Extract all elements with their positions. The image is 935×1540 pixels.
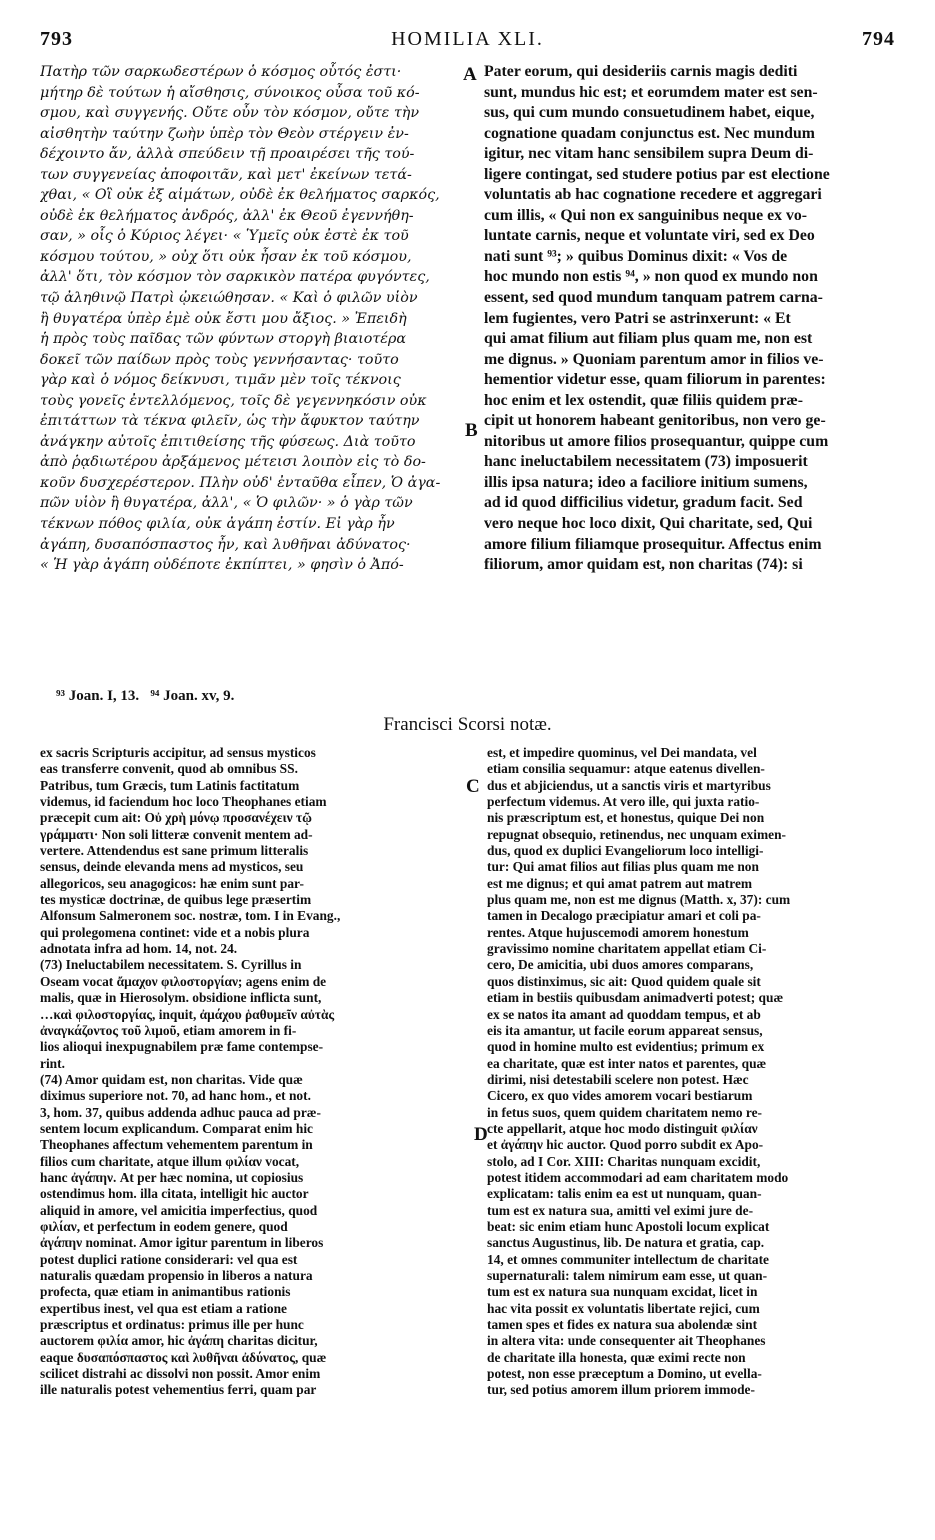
running-title: HOMILIA XLI. — [391, 28, 544, 50]
latin-text-column: Pater eorum, qui desideriis carnis magis dediti sunt, mundus hic est; et eorumdem mater est sen- sus, qui cum mundo consuetudinem habet, eique, cognatione quadam conjunctus est. Nec mundum igitur, nec vitam hanc sensibilem supra Deum di- ligere contingat, sed studere potius par est electione voluntatis ab hac cognatione recedere et aggregari cum illis, « Qui non ex sanguinibus neque ex vo- luntate carnis, neque et voluntate viri, sed ex Deo nati sunt ⁹³; » quibus Dominus dixit: « Vos de hoc mundo non estis ⁹⁴, » non quod ex mundo non essent, sed quod mundum tanquam patrem carna- lem fugientes, vero Patri se astrinxerunt: « Et qui amat filium aut filiam plus quam me, non est me dignus. » Quoniam parentum amor in filios ve- hementior videtur esse, quam filiorum in parentes: hoc enim et lex ostendit, quæ filiis quidem præ- cipit ut honorem habeant genitoribus, non vero ge- nitoribus ut amore filios prosequantur, quippe cum hanc ineluctabilem necessitatem (73) imposuerit illis ipsa natura; ideo a faciliore initium sumens, ad id quod difficilius videtur, gradum facit. Sed vero neque hoc loco dixit, Qui charitate, sed, Qui amore filium filiamque prosequitur. Affectus enim filiorum, amor quidam est, non charitas (74): si — [484, 63, 830, 574]
margin-letter-d: D — [474, 1124, 488, 1145]
margin-letter-c: C — [466, 776, 480, 797]
margin-letter-b: B — [465, 420, 478, 441]
page-number-left: 793 — [40, 28, 73, 50]
footnotes: ⁹³ Joan. I, 13. ⁹⁴ Joan. xv, 9. — [56, 688, 235, 704]
notes-heading: Francisci Scorsi notæ. — [383, 714, 552, 735]
notes-right-column: est, et impedire quominus, vel Dei mandata, vel etiam consilia sequamur: atque eatenus divellen- dus et abjiciendus, ut a sanctis viris et martyribus perfectum videmus. At vero ille, qui juxta ratio- nis præscriptum est, et honestus, quique Dei non repugnat obsequio, retinendus, nec unquam eximen- dus, quod ex duplici Evangeliorum loco intelligi- tur: Qui amat filios aut filias plus quam me non est me dignus; et qui amat patrem aut matrem plus quam me, non est me dignus (Matth. x, 37): cum tamen in Decalogo præcipiatur amari et coli pa- rentes. Atque hujuscemodi amorem honestum gravissimo nomine charitatem appellat etiam Ci- cero, De amicitia, ubi duos amores comparans, quos distinximus, sic ait: Quod quidem quale sit etiam in bestiis quibusdam animadverti potest; quæ ex se natos ita amant ad quoddam tempus, et ab eis ita amantur, ut facile eorum appareat sensus, quod in homine multo est evidentius; primum ex ea charitate, quæ est inter natos et parentes, quæ dirimi, nisi detestabili scelere non potest. Hæc Cicero, ex quo vides amorem vocari bestiarum in fetus suos, quem quidem charitatem nemo re- cte appellarit, atque hoc modo distinguit φιλίαν et ἀγάπην hic auctor. Quod porro subdit ex Apo- stolo, ad I Cor. XIII: Charitas nunquam excidit, potest itidem accommodari ad eam charitatem modo explicatam: talis enim ea est ut nunquam, quan- tum est ex natura sua, amitti vel eximi jure de- beat: sic enim etiam hunc Apostoli locum explicat sanctus Augustinus, lib. De natura et gratia, cap. 14, et omnes communiter intellectum de charitate supernaturali: talem nimirum eam esse, ut quan- tum est ex natura sua nunquam excidat, licet in hac vita possit ex voluntatis libertate rejici, cum tamen spes et fides ex natura sua abolendæ sint in altera vita: unde consequenter ait Theophanes de charitate illa honesta, quæ eximi recte non potest, non esse præceptum a Domino, ut evella- tur, sed potius amorem illum priorem immode- — [487, 745, 791, 1398]
page-number-right: 794 — [862, 28, 895, 50]
greek-text-column: Πατὴρ τῶν σαρκωδεστέρων ὁ κόσμος οὗτός ἐστι· μήτηρ δὲ τούτων ἡ αἴσθησις, σύνοικος οὖσα τοῦ κό- σμου, καὶ συγγενής. Οὔτε οὖν τὸν κόσμον, οὔτε τὴν αἰσθητὴν ταύτην ζωὴν ὑπὲρ τὸν Θεὸν στέργειν ἐν- δέχοιντο ἄν, ἀλλὰ σπεύδειν τῇ προαιρέσει τῆς τού- των συγγενείας ἀποφοιτᾶν, καὶ μετ' ἐκείνων τετά- χθαι, « Οἳ οὐκ ἐξ αἱμάτων, οὐδὲ ἐκ θελήματος σαρκός, οὐδὲ ἐκ θελήματος ἀνδρός, ἀλλ' ἐκ Θεοῦ ἐγεννήθη- σαν, » οἷς ὁ Κύριος λέγει· « Ὑμεῖς οὐκ ἐστὲ ἐκ τοῦ κόσμου τούτου, » οὐχ ὅτι οὐκ ἦσαν ἐκ τοῦ κόσμου, ἀλλ' ὅτι, τὸν κόσμον τὸν σαρκικὸν πατέρα φυγόντες, τῷ ἀληθινῷ Πατρὶ ᾠκειώθησαν. « Καὶ ὁ φιλῶν υἱὸν ἢ θυγατέρα ὑπὲρ ἐμὲ οὐκ ἔστι μου ἄξιος. » Ἐπειδὴ ἡ πρὸς τοὺς παῖδας τῶν φύντων στοργὴ βιαιοτέρα δοκεῖ τῶν παίδων πρὸς τοὺς γεννήσαντας· τοῦτο γὰρ καὶ ὁ νόμος δείκνυσι, τιμᾶν μὲν τοῖς τέκνοις τοὺς γονεῖς ἐντελλόμενος, τοῖς δὲ γεγεννηκόσιν οὐκ ἐπιτάττων τὰ τέκνα φιλεῖν, ὡς τὴν ἄφυκτον ταύτην ἀνάγκην αὐτοῖς ἐπιτιθείσης τῆς φύσεως. Διὰ τοῦτο ἀπὸ ῥᾳδιωτέρου ἀρξάμενος μέτεισι λοιπὸν εἰς τὸ δο- κοῦν δυσχερέστερον. Πλὴν οὐδ' ἐνταῦθα εἶπεν, Ὁ ἀγα- πῶν υἱὸν ἢ θυγατέρα, ἀλλ', « Ὁ φιλῶν· » ὁ γὰρ τῶν τέκνων πόθος φιλία, οὐκ ἀγάπη ἐστίν. Εἰ γὰρ ἦν ἀγάπη, δυσαπόσπαστος ἦν, καὶ λυθῆναι ἀδύνατος· « Ἡ γὰρ ἀγάπη οὐδέποτε ἐκπίπτει, » φησὶν ὁ Ἀπό- — [40, 64, 441, 574]
margin-letter-a: A — [463, 64, 477, 85]
notes-left-column: ex sacris Scripturis accipitur, ad sensus mysticos eas transferre convenit, quod ab omnibus SS. Patribus, tum Græcis, tum Latinis factitatum videmus, id faciendum hoc loco Theophanes etiam præcepit cum ait: Οὐ χρὴ μόνῳ προσανέχειν τῷ γράμματι· Non soli litteræ convenit mentem ad- vertere. Attendendus est sane primum litteralis sensus, deinde elevanda mens ad mysticos, seu allegoricos, seu anagogicos: hæ enim sunt par- tes mysticæ doctrinæ, de quibus lege præsertim Alfonsum Salmeronem soc. nostræ, tom. I in Evang., qui prolegomena continet: vide et a nobis plura adnotata infra ad hom. 14, not. 24. (73) Ineluctabilem necessitatem. S. Cyrillus in Oseam vocat ἄμαχον φιλοστοργίαν; agens enim de malis, quæ in Hierosolym. obsidione inflicta sunt, …καὶ φιλοστοργίας, inquit, ἀμάχου ῥαθυμεῖν αὐτὰς ἀναγκάζοντος τοῦ λιμοῦ, etiam amorem in fi- lios alioqui inexpugnabilem præ fame contempse- rint. (74) Amor quidam est, non charitas. Vide quæ diximus superiore not. 70, ad hanc hom., et not. 3, hom. 37, quibus addenda adhuc pauca ad præ- sentem locum explicandum. Comparat enim hic Theophanes affectum vehementem parentum in filios cum charitate, atque illum φιλίαν vocat, hanc ἀγάπην. At per hæc nomina, ut copiosius ostendimus hom. illa citata, intelligit hic auctor aliquid in amore, vel amicitia imperfectius, quod φιλίαν, et perfectum in eodem genere, quod ἀγάπην nominat. Amor igitur parentum in liberos potest duplici ratione considerari: vel qua est naturalis quædam propensio in liberos a natura profecta, quæ etiam in animantibus rationis expertibus inest, vel qua est etiam a ratione præscriptus et ordinatus: primus ille per hunc auctorem φιλία amor, hic ἀγάπη charitas dicitur, eaque δυσαπόσπαστος καὶ λυθῆναι ἀδύνατος, quæ scilicet distrahi ac dissolvi non possit. Amor enim ille naturalis potest vehementius ferri, quam par — [40, 745, 341, 1398]
running-header — [40, 28, 895, 58]
